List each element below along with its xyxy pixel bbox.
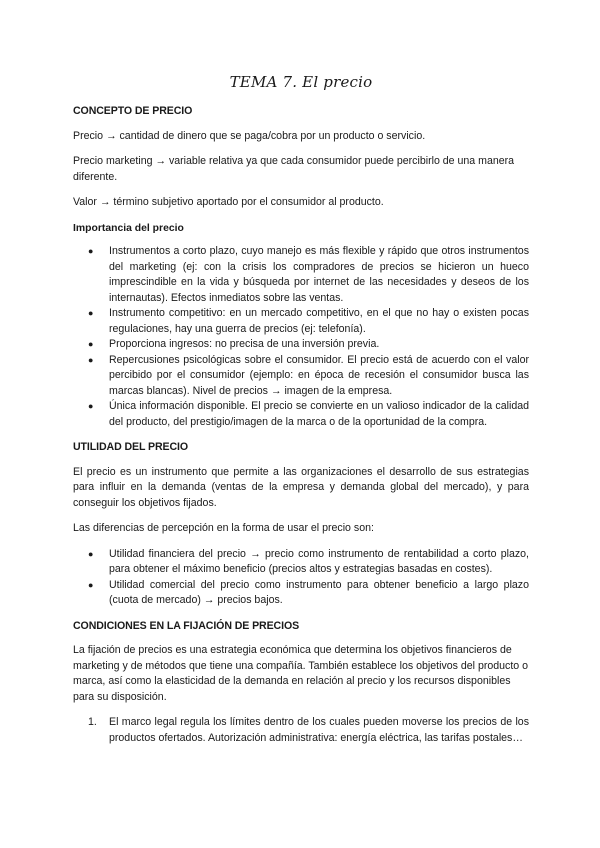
list-item — [73, 399, 529, 430]
list-item — [73, 578, 529, 609]
list-item-text: Única información disponible. El precio se convierte en un valioso indicador de la calidad del producto, del prestigio/imagen de la marca o de la oportunidad de la compra. — [109, 400, 529, 428]
list-item-text: Proporciona ingresos: no precisa de una inversión previa. — [109, 338, 380, 350]
list-item-text: Utilidad financiera del precio → precio como instrumento de rentabilidad a corto plazo, para obtener el máximo beneficio (precios altos y estrategias basadas en costes). — [109, 547, 529, 575]
page-title: TEMA 7. El precio — [229, 73, 373, 91]
list-item-text: El marco legal regula los límites dentro de los cuales pueden moverse los precios de los productos ofertados. Autorización administrativa: energía eléctrica, las tarifas postales… — [109, 716, 529, 744]
section-heading-concepto: CONCEPTO DE PRECIO — [73, 105, 193, 117]
list-item-text: Instrumento competitivo: en un mercado competitivo, en el que no hay o existen pocas regulaciones, hay una guerra de precios (ej: telefonía). — [109, 307, 529, 335]
bullet-icon: ● — [88, 354, 94, 365]
list-item-text: Utilidad comercial del precio como instrumento para obtener beneficio a largo plazo (cuota de mercado) → precios bajos. — [109, 578, 529, 606]
bullet-icon: ● — [88, 246, 94, 256]
paragraph: Valor → término subjetivo aportado por el consumidor al producto. — [73, 196, 384, 208]
paragraph: Las diferencias de percepción en la forma de usar el precio son: — [73, 522, 374, 534]
bullet-icon: ● — [88, 308, 94, 318]
paragraph: La fijación de precios es una estrategia económica que determina los objetivos financieros de marketing y de métodos que tiene una compañía. También establece los objetivos del producto o marca, así como la elasticidad de la demanda en relación al precio y los recursos disponibles para su disposición. — [73, 644, 529, 703]
list-item — [73, 337, 529, 353]
subheading-importancia: Importancia del precio — [73, 222, 184, 234]
section-heading-condiciones: CONDICIONES EN LA FIJACIÓN DE PRECIOS — [73, 619, 300, 632]
bullet-list-utilidad — [73, 547, 529, 609]
section-heading-utilidad: UTILIDAD DEL PRECIO — [73, 441, 189, 453]
list-number: 1. — [88, 716, 97, 728]
bullet-icon: ● — [88, 401, 94, 411]
list-item — [73, 547, 529, 578]
bullet-list-importancia — [73, 244, 529, 430]
list-item — [73, 244, 529, 306]
paragraph: Precio → cantidad de dinero que se paga/cobra por un producto o servicio. — [73, 129, 426, 142]
document-content — [73, 72, 529, 756]
list-item-text: Instrumentos a corto plazo, cuyo manejo es más flexible y rápido que otros instrumentos del marketing (ej: con la crisis los compradores de precios se hicieron un hueco imprescindible en la vida y búsqueda por internet de las necesidades y deseos de los internautas). Efectos inmediatos sobre las ventas. — [109, 245, 529, 304]
numbered-list-condiciones — [73, 715, 529, 746]
list-item — [73, 353, 529, 400]
bullet-icon: ● — [88, 548, 94, 559]
paragraph: El precio es un instrumento que permite a las organizaciones el desarrollo de sus estrategias para influir en la demanda (ventas de la empresa y demanda global del mercado), y para conseguir los objetivos fijados. — [73, 465, 529, 509]
bullet-icon: ● — [88, 579, 94, 590]
paragraph: Precio marketing → variable relativa ya que cada consumidor puede percibirlo de una manera diferente. — [73, 155, 515, 183]
list-item — [73, 715, 529, 746]
list-item — [73, 306, 529, 337]
bullet-icon: ● — [88, 339, 94, 349]
list-item-text: Repercusiones psicológicas sobre el consumidor. El precio está de acuerdo con el valor percibido por el consumidor (ejemplo: en época de recesión el consumidor busca las marcas blancas). Nivel de precios → imagen de la empresa. — [109, 353, 529, 397]
